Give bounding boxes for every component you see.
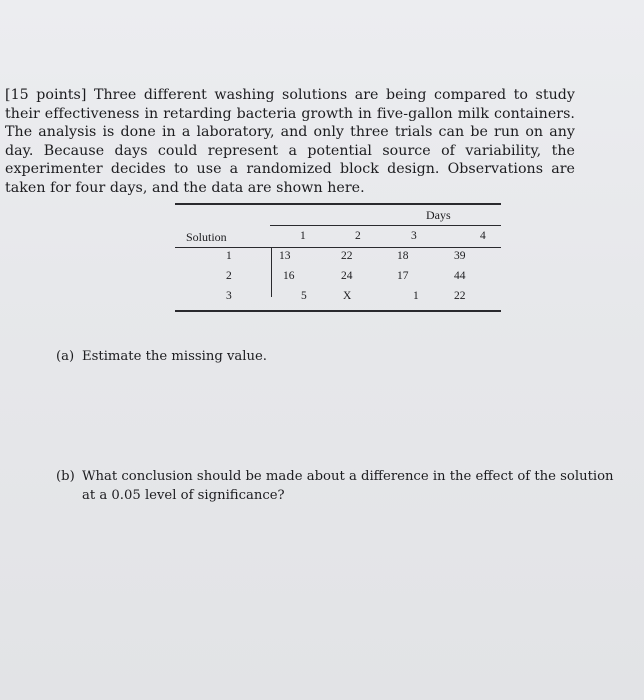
solution-header: Solution — [186, 230, 227, 244]
cell-s1-d4: 39 — [454, 250, 466, 262]
cell-s3-d1: 5 — [301, 290, 307, 302]
question-a-label: (a) — [56, 349, 75, 364]
question-b-text-continued: at a 0.05 level of significance? — [82, 487, 285, 503]
problem-text: Three different washing solutions are being compared to study their effectiveness in retarding bacteria growth in five-gallon milk containers. The analysis is done in a laboratory, and only three trials can be run on any day. Because days could represent a potential source of variability, the experimenter decides to use a randomized block design. Observations are taken for four days, and the data are shown here. — [5, 87, 575, 196]
cell-s3-d2-missing: X — [343, 290, 352, 302]
question-a — [56, 348, 616, 367]
days-underline — [270, 225, 501, 226]
cell-s2-d1: 16 — [283, 270, 295, 282]
day-3-header: 3 — [411, 230, 417, 242]
header-underline — [175, 247, 501, 248]
cell-s1-d3: 18 — [397, 250, 409, 262]
data-table — [175, 203, 501, 315]
table-bottom-rule — [175, 310, 501, 312]
cell-s2-d3: 17 — [397, 270, 409, 282]
solution-1-label: 1 — [226, 250, 232, 262]
points-label: [15 points] — [5, 87, 87, 103]
question-b-label: (b) — [56, 469, 75, 484]
cell-s3-d4: 22 — [454, 290, 466, 302]
cell-s2-d4: 44 — [454, 270, 466, 282]
solution-3-label: 3 — [226, 290, 232, 302]
cell-s2-d2: 24 — [341, 270, 353, 282]
table-vertical-rule — [271, 247, 272, 297]
cell-s1-d1: 13 — [279, 250, 291, 262]
days-header: Days — [426, 208, 451, 222]
question-a-text: Estimate the missing value. — [82, 349, 267, 364]
day-2-header: 2 — [355, 230, 361, 242]
day-4-header: 4 — [480, 230, 486, 242]
problem-statement — [5, 86, 575, 198]
cell-s3-d3: 1 — [413, 290, 419, 302]
table-top-rule — [175, 203, 501, 205]
day-1-header: 1 — [300, 230, 306, 242]
question-b — [56, 468, 616, 505]
cell-s1-d2: 22 — [341, 250, 353, 262]
question-b-text: What conclusion should be made about a difference in the effect of the solution — [82, 469, 614, 484]
solution-2-label: 2 — [226, 270, 232, 282]
